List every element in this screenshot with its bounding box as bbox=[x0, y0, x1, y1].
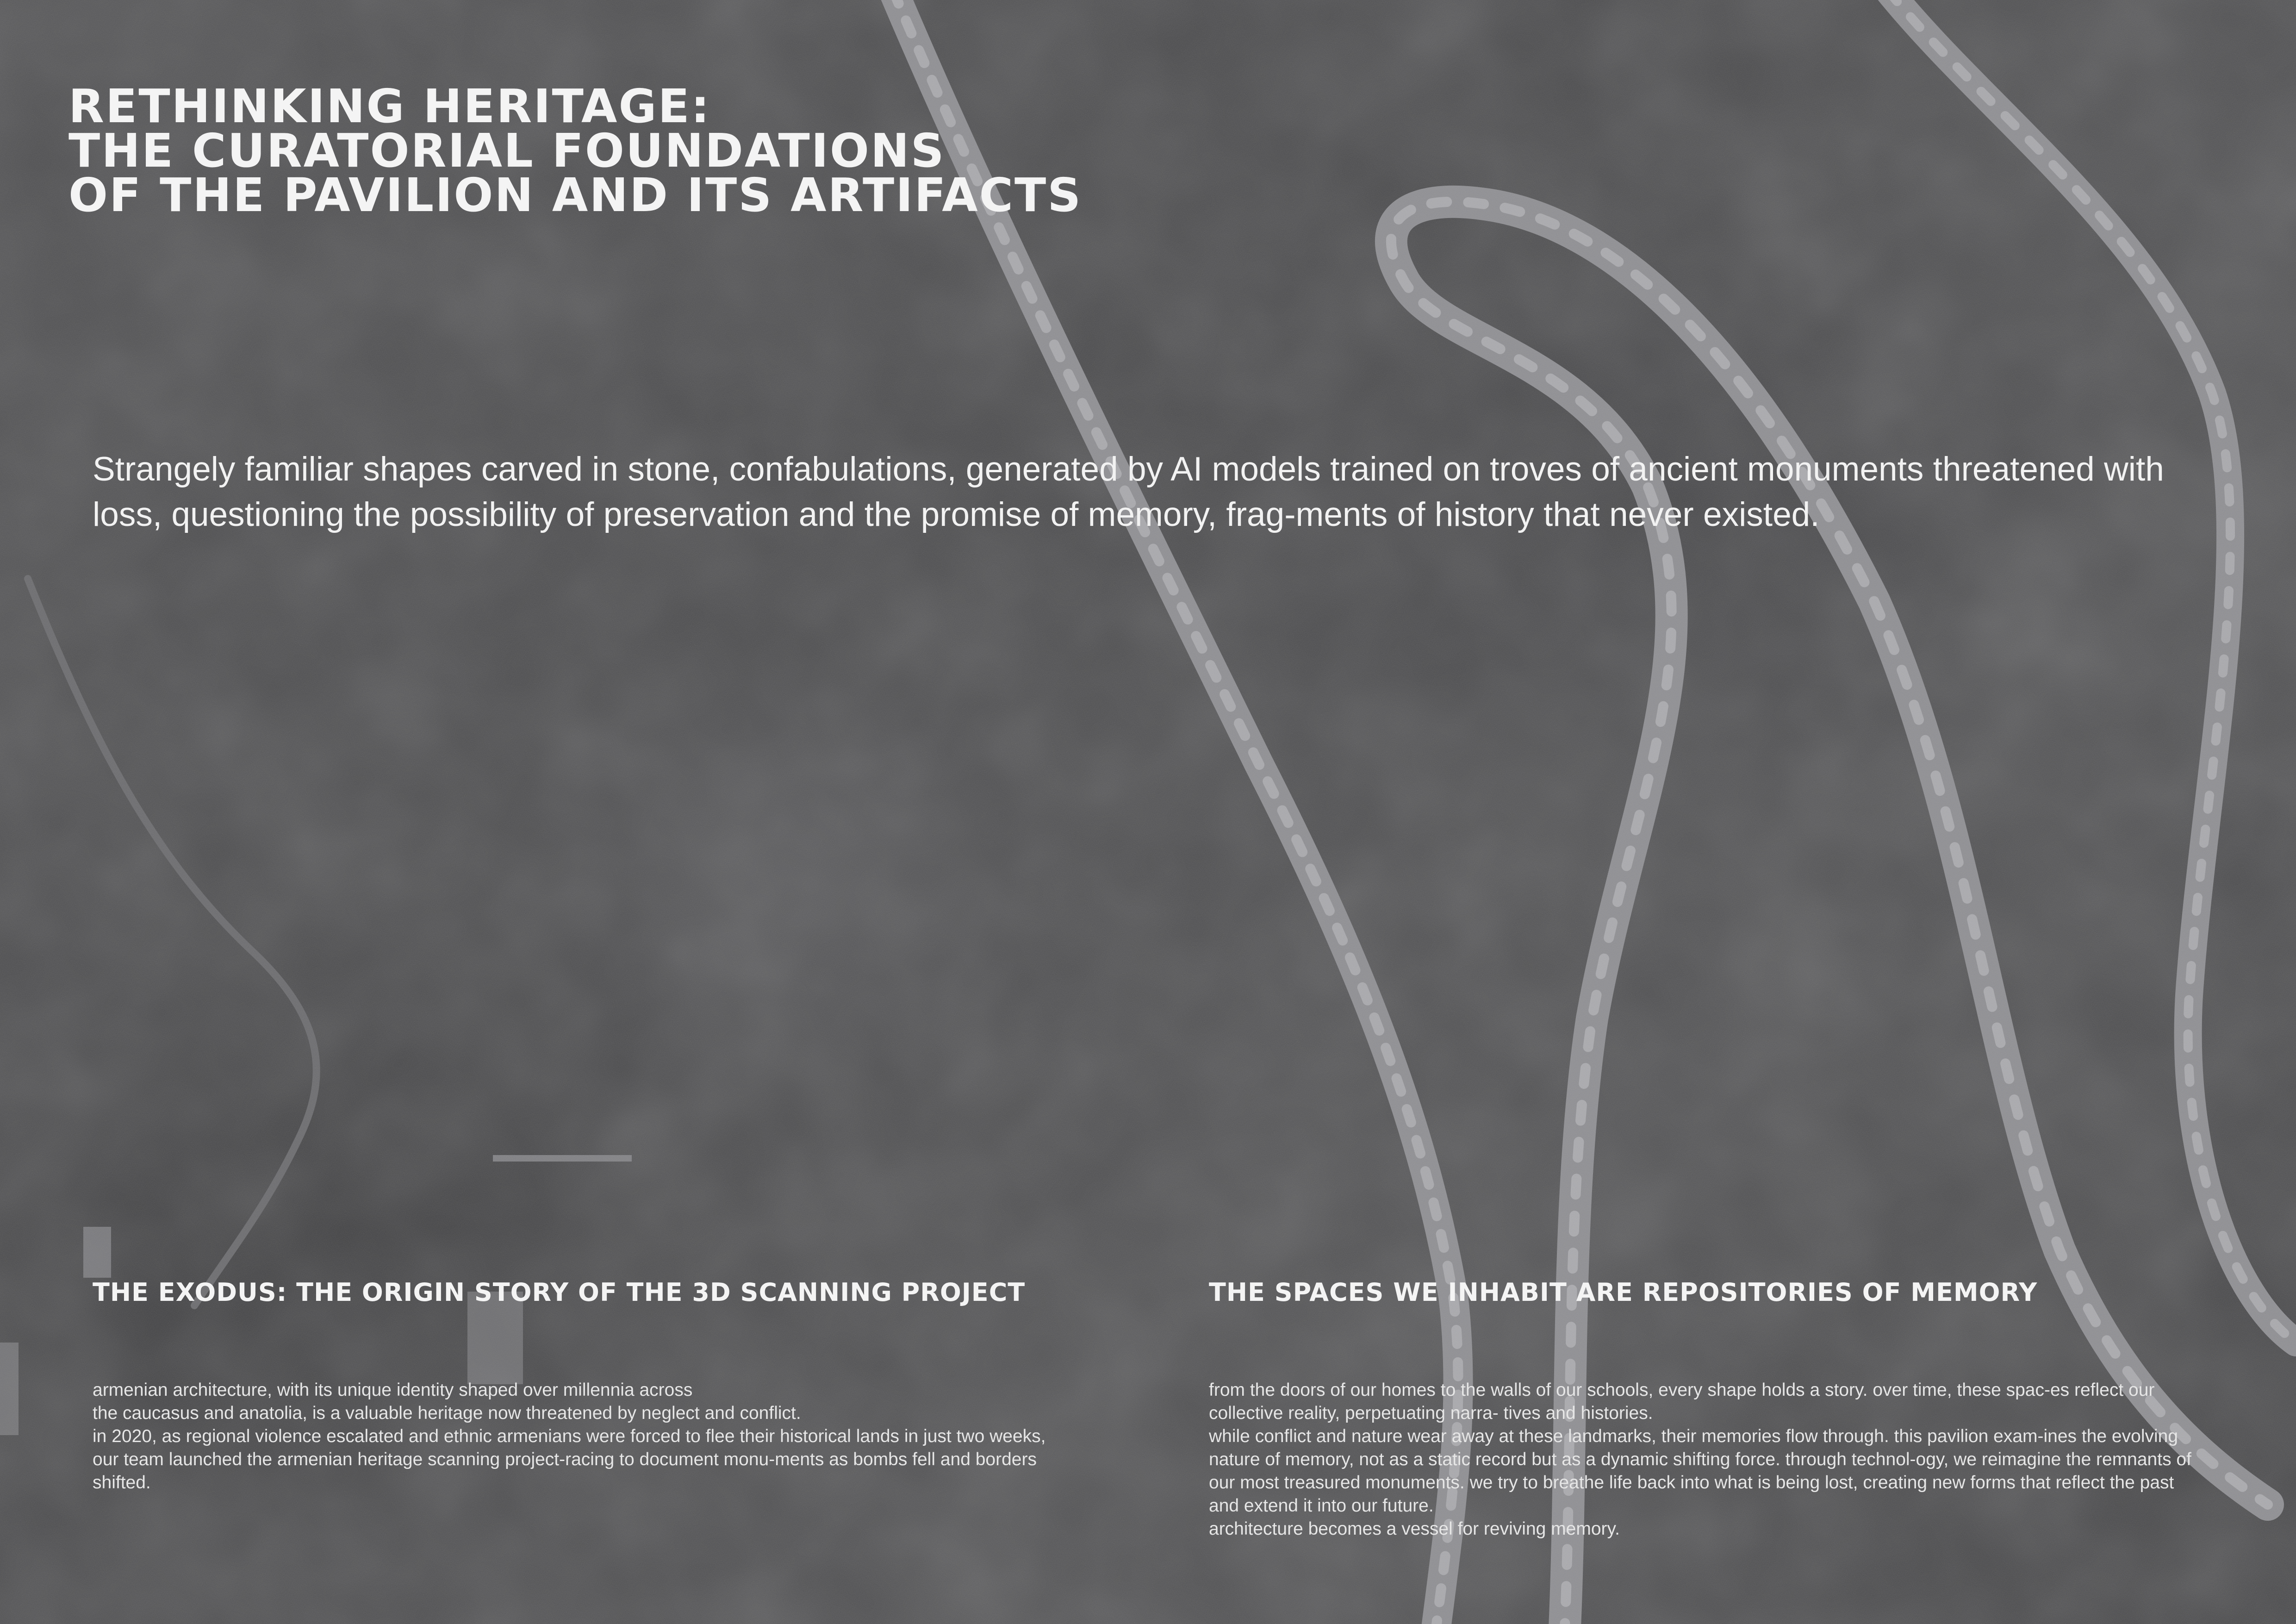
body-paragraph: in 2020, as regional violence escalated and ethnic armenians were forced to flee their historical lands in just two weeks, our team launched the armenian heritage scanning project-racing to document monu-ments as bombs fell and borders shifted. bbox=[93, 1425, 1069, 1494]
lead-paragraph: Strangely familiar shapes carved in stone, confabulations, generated by AI models trained on troves of ancient monuments threatened with loss, questioning the possibility of preservation and the promise of memory, frag-ments of history that never existed. bbox=[93, 447, 2203, 595]
body-paragraph: while conflict and nature wear away at these landmarks, their memories flow through. this pavilion exam-ines the evolving nature of memory, not as a static record but as a dynamic shifting force. through technol-ogy, we reimagine the remnants of our most treasured monuments. we try to breathe life back into what is being lost, creating new forms that reflect the past and extend it into our future. bbox=[1209, 1425, 2202, 1518]
body-paragraph: architecture becomes a vessel for reviving memory. bbox=[1209, 1518, 2202, 1541]
body-paragraph: from the doors of our homes to the walls of our schools, every shape holds a story. over time, these spac-es reflect our collective reality, perpetuating narra- tives and histories. bbox=[1209, 1379, 2202, 1425]
title-line-3: OF THE PAVILION AND ITS ARTIFACTS bbox=[68, 173, 1318, 218]
section-heading-exodus: THE EXODUS: THE ORIGIN STORY OF THE 3D SCANNING PROJECT bbox=[93, 1274, 1171, 1311]
body-paragraph: the caucasus and anatolia, is a valuable heritage now threatened by neglect and conflict. bbox=[93, 1402, 1069, 1425]
title-line-2: THE CURATORIAL FOUNDATIONS bbox=[68, 129, 1318, 173]
body-paragraph: armenian architecture, with its unique identity shaped over millennia across bbox=[93, 1379, 1069, 1402]
title-line-1: RETHINKING HERITAGE: bbox=[68, 84, 1318, 129]
section-heading-memory: THE SPACES WE INHABIT ARE REPOSITORIES OF MEMORY bbox=[1209, 1274, 2227, 1311]
